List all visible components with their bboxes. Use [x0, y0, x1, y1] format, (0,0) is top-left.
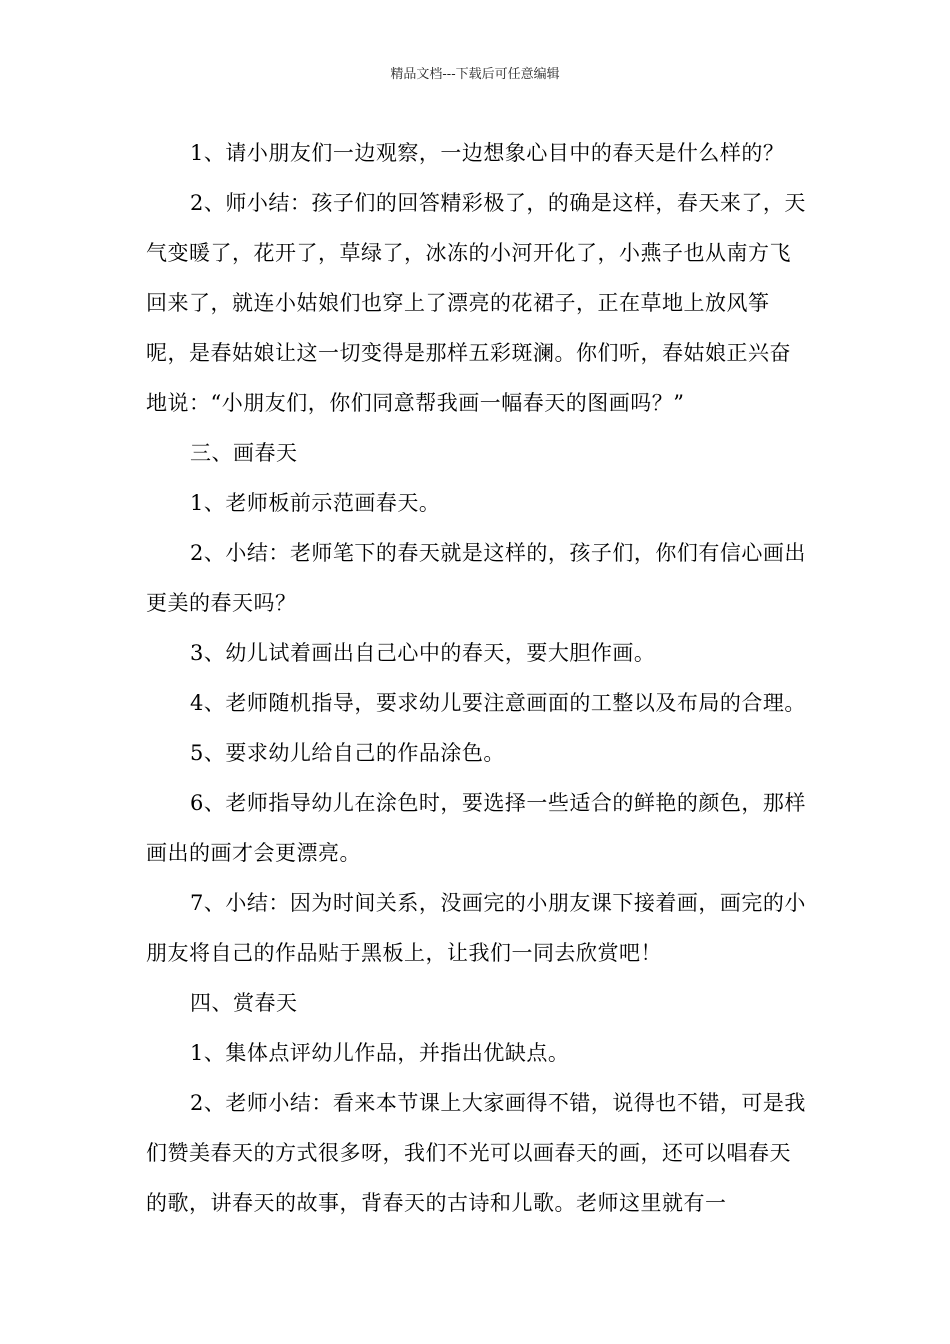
paragraph-teacher-demo: 1、老师板前示范画春天。	[190, 491, 441, 515]
paragraph-group-review: 1、集体点评幼儿作品，并指出优缺点。	[190, 1041, 570, 1065]
section-heading-appreciate-spring: 四、赏春天	[190, 991, 298, 1015]
paragraph-summary-confidence: 2、小结：老师笔下的春天就是这样的，孩子们，你们有信心画出更美的春天吗？	[146, 541, 806, 615]
document-body	[146, 128, 812, 1228]
paragraph-final-summary: 2、老师小结：看来本节课上大家画得不错，说得也不错，可是我们赞美春天的方式很多呀，我们不光可以画春天的画，还可以唱春天的歌，讲春天的故事，背春天的古诗和儿歌。老师这里就有一	[146, 1091, 806, 1215]
page-header: 精品文档---下载后可任意编辑	[390, 67, 560, 82]
paragraph-summary-time: 7、小结：因为时间关系，没画完的小朋友课下接着画，画完的小朋友将自己的作品贴于黑板上，让我们一同去欣赏吧！	[146, 891, 806, 965]
paragraph-coloring: 5、要求幼儿给自己的作品涂色。	[190, 741, 505, 765]
paragraph-children-draw: 3、幼儿试着画出自己心中的春天，要大胆作画。	[190, 641, 656, 665]
paragraph-teacher-summary: 2、师小结：孩子们的回答精彩极了，的确是这样，春天来了，天气变暖了，花开了，草绿了，冰冻的小河开化了，小燕子也从南方飞回来了，就连小姑娘们也穿上了漂亮的花裙子，正在草地上放风筝呢，是春姑娘让这一切变得是那样五彩斑澜。你们听，春姑娘正兴奋地说：“小朋友们，你们同意帮我画一幅春天的图画吗？”	[146, 191, 806, 415]
paragraph-observe-spring: 1、请小朋友们一边观察，一边想象心目中的春天是什么样的？	[190, 141, 785, 165]
paragraph-teacher-guidance: 4、老师随机指导，要求幼儿要注意画面的工整以及布局的合理。	[190, 691, 806, 715]
paragraph-color-guidance: 6、老师指导幼儿在涂色时，要选择一些适合的鲜艳的颜色，那样画出的画才会更漂亮。	[146, 791, 806, 865]
section-heading-draw-spring: 三、画春天	[190, 441, 298, 465]
